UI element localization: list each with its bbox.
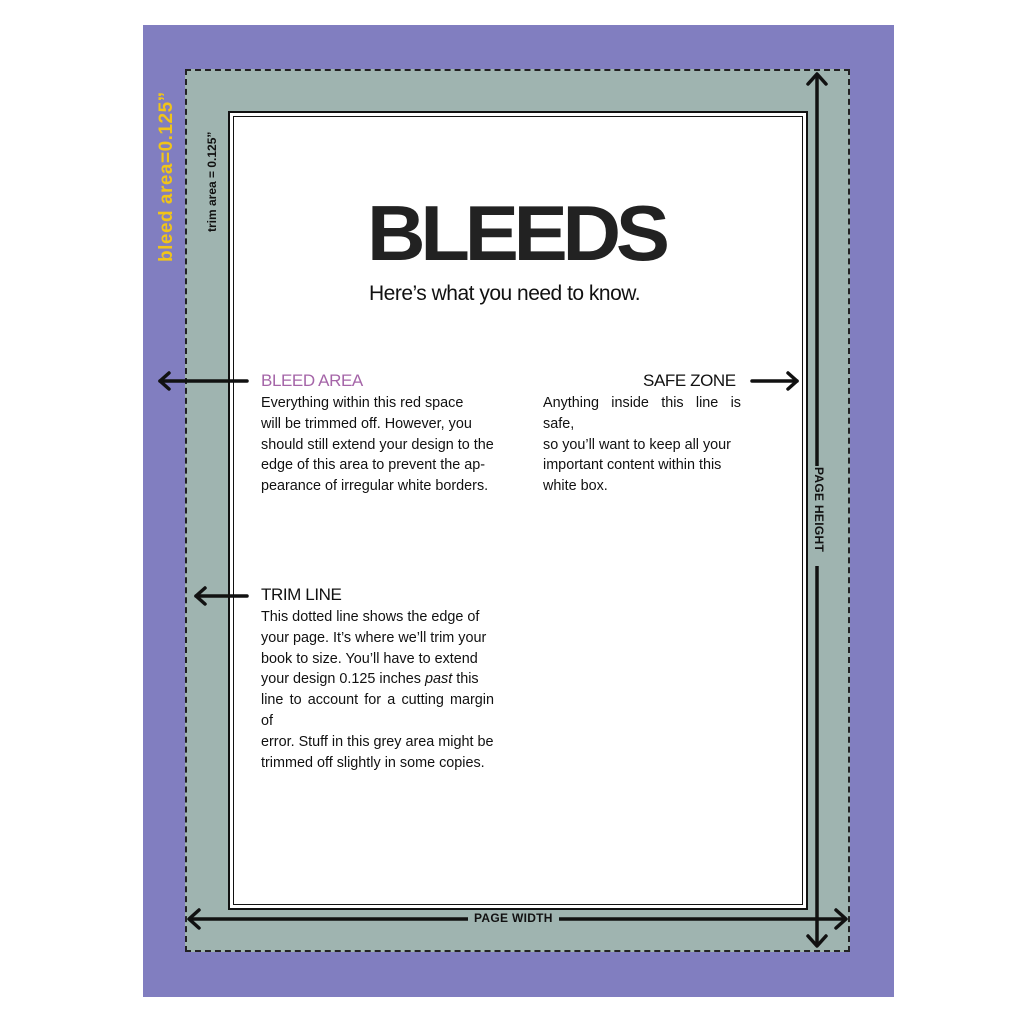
trim-description-line: This dotted line shows the edge of (261, 609, 480, 625)
page-title: BLEEDS (367, 189, 665, 277)
page-width-label: PAGE WIDTH (468, 911, 559, 925)
bleed-description-line: pearance of irregular white borders. (261, 478, 489, 495)
bleed-description-line: should still extend your design to the (261, 436, 494, 453)
trim-line-description (261, 607, 494, 773)
trim-description-line: book to size. You’ll have to extend (261, 650, 478, 667)
trim-description-line: your page. It’s where we’ll trim your (261, 629, 487, 646)
page-subtitle: Here’s what you need to know. (369, 282, 641, 305)
trim-description-line: line to account for a cutting margin of (261, 692, 494, 729)
trim-description-line (261, 669, 494, 690)
safe-description-line: important content within this (543, 457, 722, 474)
bleed-description-line: edge of this area to prevent the ap- (261, 457, 486, 474)
page-height-label: PAGE HEIGHT (812, 467, 826, 553)
trim-description-line: error. Stuff in this grey area might be (261, 733, 494, 750)
trim-arrow-left-icon (196, 588, 247, 604)
safe-description-line: white box. (543, 478, 608, 495)
trim-description-line: trimmed off slightly in some copies. (261, 754, 485, 771)
bleed-description-line: Everything within this red space (261, 395, 464, 411)
safe-description-line: so you’ll want to keep all your (543, 436, 731, 453)
bleed-area-heading: BLEED AREA (261, 371, 363, 390)
trim-line4-start: your design 0.125 inches (261, 671, 426, 688)
bleed-arrow-left-icon (160, 373, 247, 389)
safe-arrow-right-icon (752, 373, 797, 389)
bleed-area-description (261, 393, 494, 497)
trim-area-label: trim area = 0.125” (205, 131, 219, 232)
safe-description-line: Anything inside this line is safe, (543, 395, 741, 432)
trim-line-heading: TRIM LINE (261, 585, 342, 604)
trim-line4-italic: past (425, 671, 453, 688)
bleed-area-label: bleed area=0.125” (156, 91, 177, 262)
trim-line4-end: this (452, 671, 479, 688)
bleed-description-line: will be trimmed off. However, you (261, 415, 472, 432)
safe-zone-heading: SAFE ZONE (643, 371, 736, 390)
safe-zone-description (543, 393, 741, 497)
